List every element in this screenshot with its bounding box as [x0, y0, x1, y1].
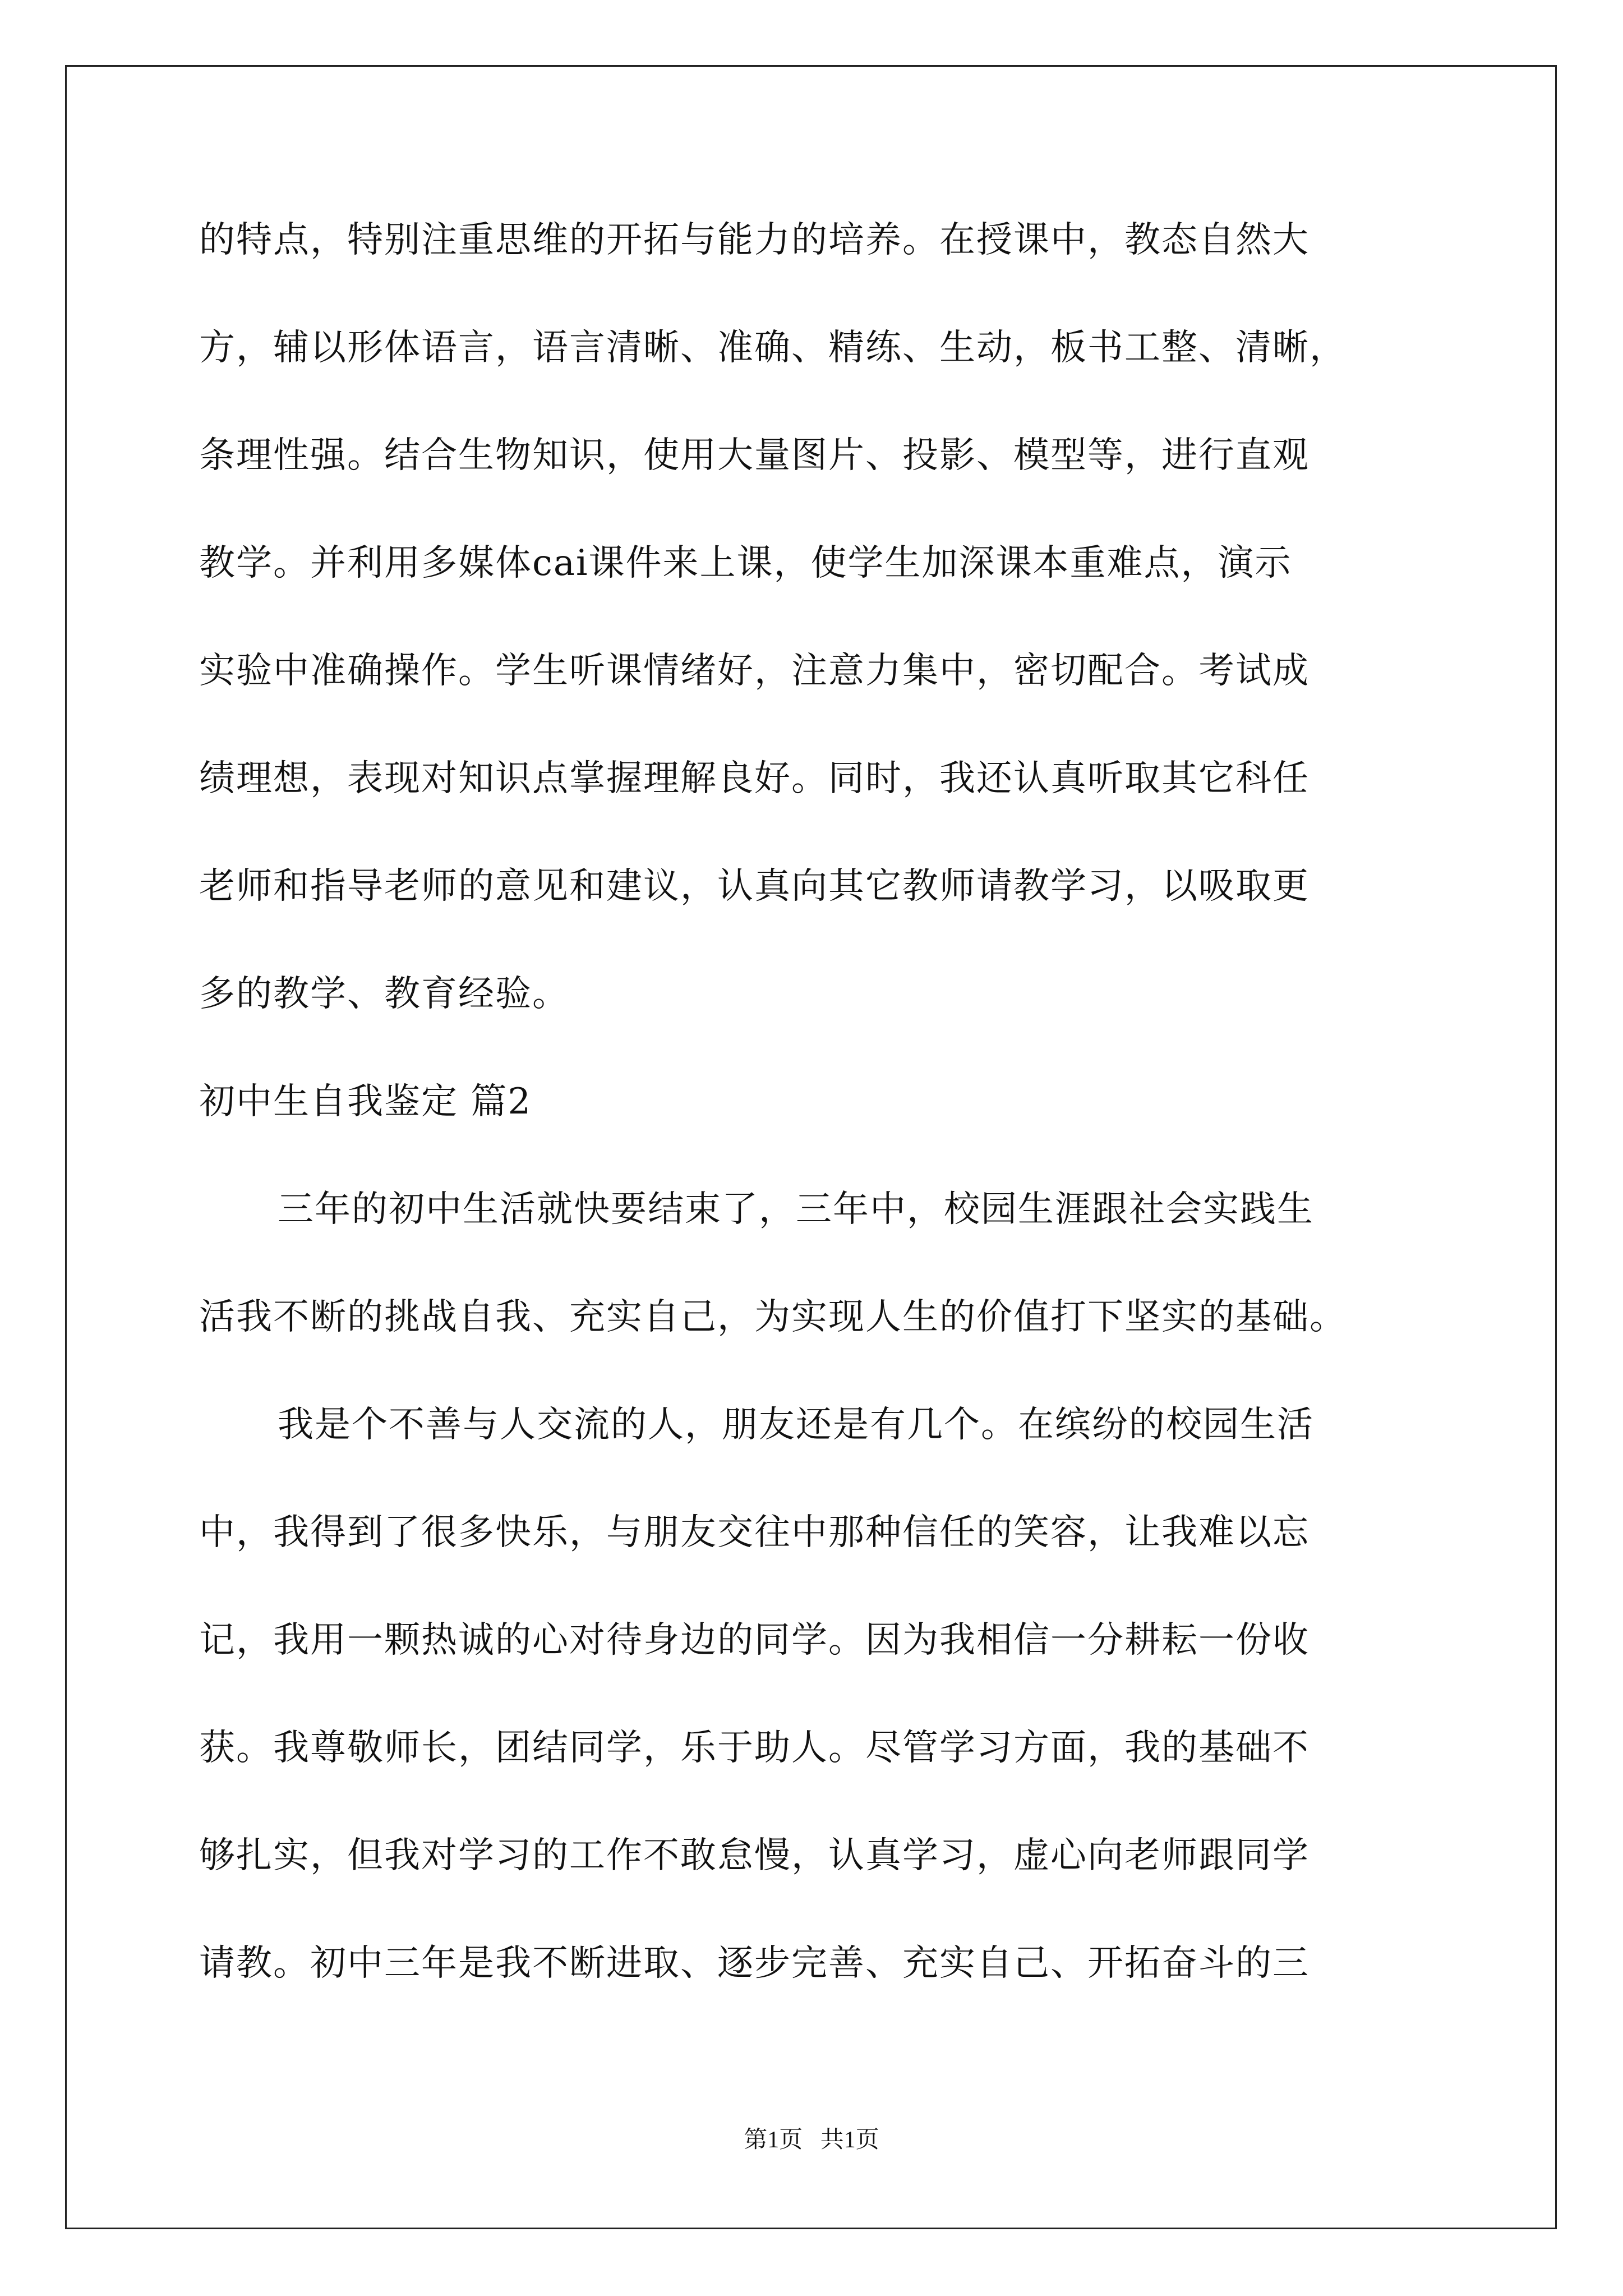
page-footer: 第1页 共1页	[744, 2127, 879, 2153]
section-heading: 初中生自我鉴定 篇2	[199, 1081, 532, 1122]
paragraph-line: 三年的初中生活就快要结束了，三年中，校园生涯跟社会实践生	[278, 1189, 1314, 1230]
paragraph-line: 我是个不善与人交流的人，朋友还是有几个。在缤纷的校园生活	[278, 1404, 1314, 1446]
paragraph-line: 方，辅以形体语言，语言清晰、准确、精练、生动，板书工整、清晰，	[199, 327, 1347, 369]
paragraph-line: 记，我用一颗热诚的心对待身边的同学。因为我相信一分耕耘一份收	[199, 1619, 1310, 1661]
paragraph-line: 中，我得到了很多快乐，与朋友交往中那种信任的笑容，让我难以忘	[199, 1512, 1310, 1553]
paragraph-line: 够扎实，但我对学习的工作不敢怠慢，认真学习，虚心向老师跟同学	[199, 1835, 1310, 1876]
paragraph-line: 条理性强。结合生物知识，使用大量图片、投影、模型等，进行直观	[199, 435, 1310, 476]
paragraph-line: 多的教学、教育经验。	[199, 973, 569, 1015]
document-body	[199, 213, 1427, 2044]
paragraph-line: 实验中准确操作。学生听课情绪好，注意力集中，密切配合。考试成	[199, 650, 1310, 692]
paragraph-line: 的特点，特别注重思维的开拓与能力的培养。在授课中，教态自然大	[199, 219, 1310, 261]
paragraph-line: 请教。初中三年是我不断进取、逐步完善、充实自己、开拓奋斗的三	[199, 1943, 1310, 1984]
paragraph-line: 活我不断的挑战自我、充实自己，为实现人生的价值打下坚实的基础。	[199, 1296, 1347, 1338]
paragraph-line: 老师和指导老师的意见和建议，认真向其它教师请教学习，以吸取更	[199, 866, 1310, 907]
paragraph-line: 获。我尊敬师长，团结同学，乐于助人。尽管学习方面，我的基础不	[199, 1727, 1310, 1769]
paragraph-line: 绩理想，表现对知识点掌握理解良好。同时，我还认真听取其它科任	[199, 758, 1310, 799]
paragraph-line: 教学。并利用多媒体cai课件来上课，使学生加深课本重难点，演示	[199, 542, 1292, 584]
